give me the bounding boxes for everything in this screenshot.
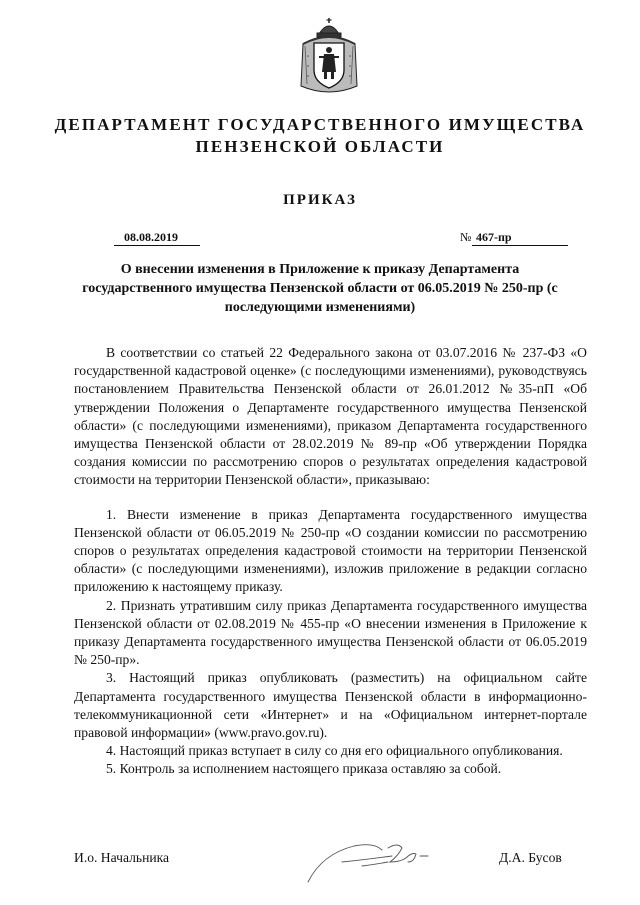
department-name-line2: ПЕНЗЕНСКОЙ ОБЛАСТИ <box>195 137 445 156</box>
order-item-4: 4. Настоящий приказ вступает в силу со дня его официального опубликования. <box>106 743 563 759</box>
order-item-5: 5. Контроль за исполнением настоящего приказа оставляю за собой. <box>106 761 502 777</box>
signatory-role: И.о. Начальника <box>74 850 170 865</box>
order-item-2: 2. Признать утратившим силу приказ Департамента государственного имущества Пензенской области от 02.08.2019 № 455-пр «О внесении изменения в Приложение к приказу Департамента государственного имущества Пензенской области от 06.05.2019 № 250-пр». <box>74 597 587 668</box>
department-name-line1: ДЕПАРТАМЕНТ ГОСУДАРСТВЕННОГО ИМУЩЕСТВА <box>54 115 586 134</box>
handwritten-signature-icon <box>302 832 442 886</box>
coat-of-arms-icon <box>297 16 361 100</box>
order-number: 467-пр <box>472 229 568 246</box>
order-body <box>74 344 587 779</box>
order-subject: О внесении изменения в Приложение к приказу Департамента государственного имущества Пензенской области от 06.05.2019 № 250-пр (с последующими изменениями) <box>82 262 558 315</box>
order-item-1: 1. Внести изменение в приказ Департамента государственного имущества Пензенской области от 06.05.2019 № 250-пр «О создании комиссии по рассмотрению споров о результатах определения кадастровой стоимости на территории Пензенской области» (с последующими изменениями), изложив приложение в редакции согласно приложению к настоящему приказу. <box>74 506 587 595</box>
order-number-sign: № <box>460 230 472 244</box>
document-type-title: ПРИКАЗ <box>283 192 357 208</box>
order-item-3: 3. Настоящий приказ опубликовать (разместить) на официальном сайте Департамента государственного имущества Пензенской области в информационно-телекоммуникационной сети «Интернет» и на «Официальном интернет-портале правовой информации» (www.pravo.gov.ru). <box>74 670 587 741</box>
order-date: 08.08.2019 <box>114 229 200 246</box>
order-preamble: В соответствии со статьей 22 Федерального закона от 03.07.2016 № 237-ФЗ «О государственной кадастровой оценке» (с последующими изменениями), руководствуясь постановлением Правительства Пензенской области от 26.01.2012 №35-пП «Об утверждении Положения о Департаменте государственного имущества Пензенской области» (с последующими изменениями), приказом Департамента государственного имущества Пензенской области от 28.02.2019 № 89-пр «Об утверждении Порядка создания комиссии по рассмотрению споров о результатах определения кадастровой стоимости на территории Пензенской области», приказываю: <box>74 345 587 488</box>
signatory-name: Д.А. Бусов <box>499 850 562 865</box>
